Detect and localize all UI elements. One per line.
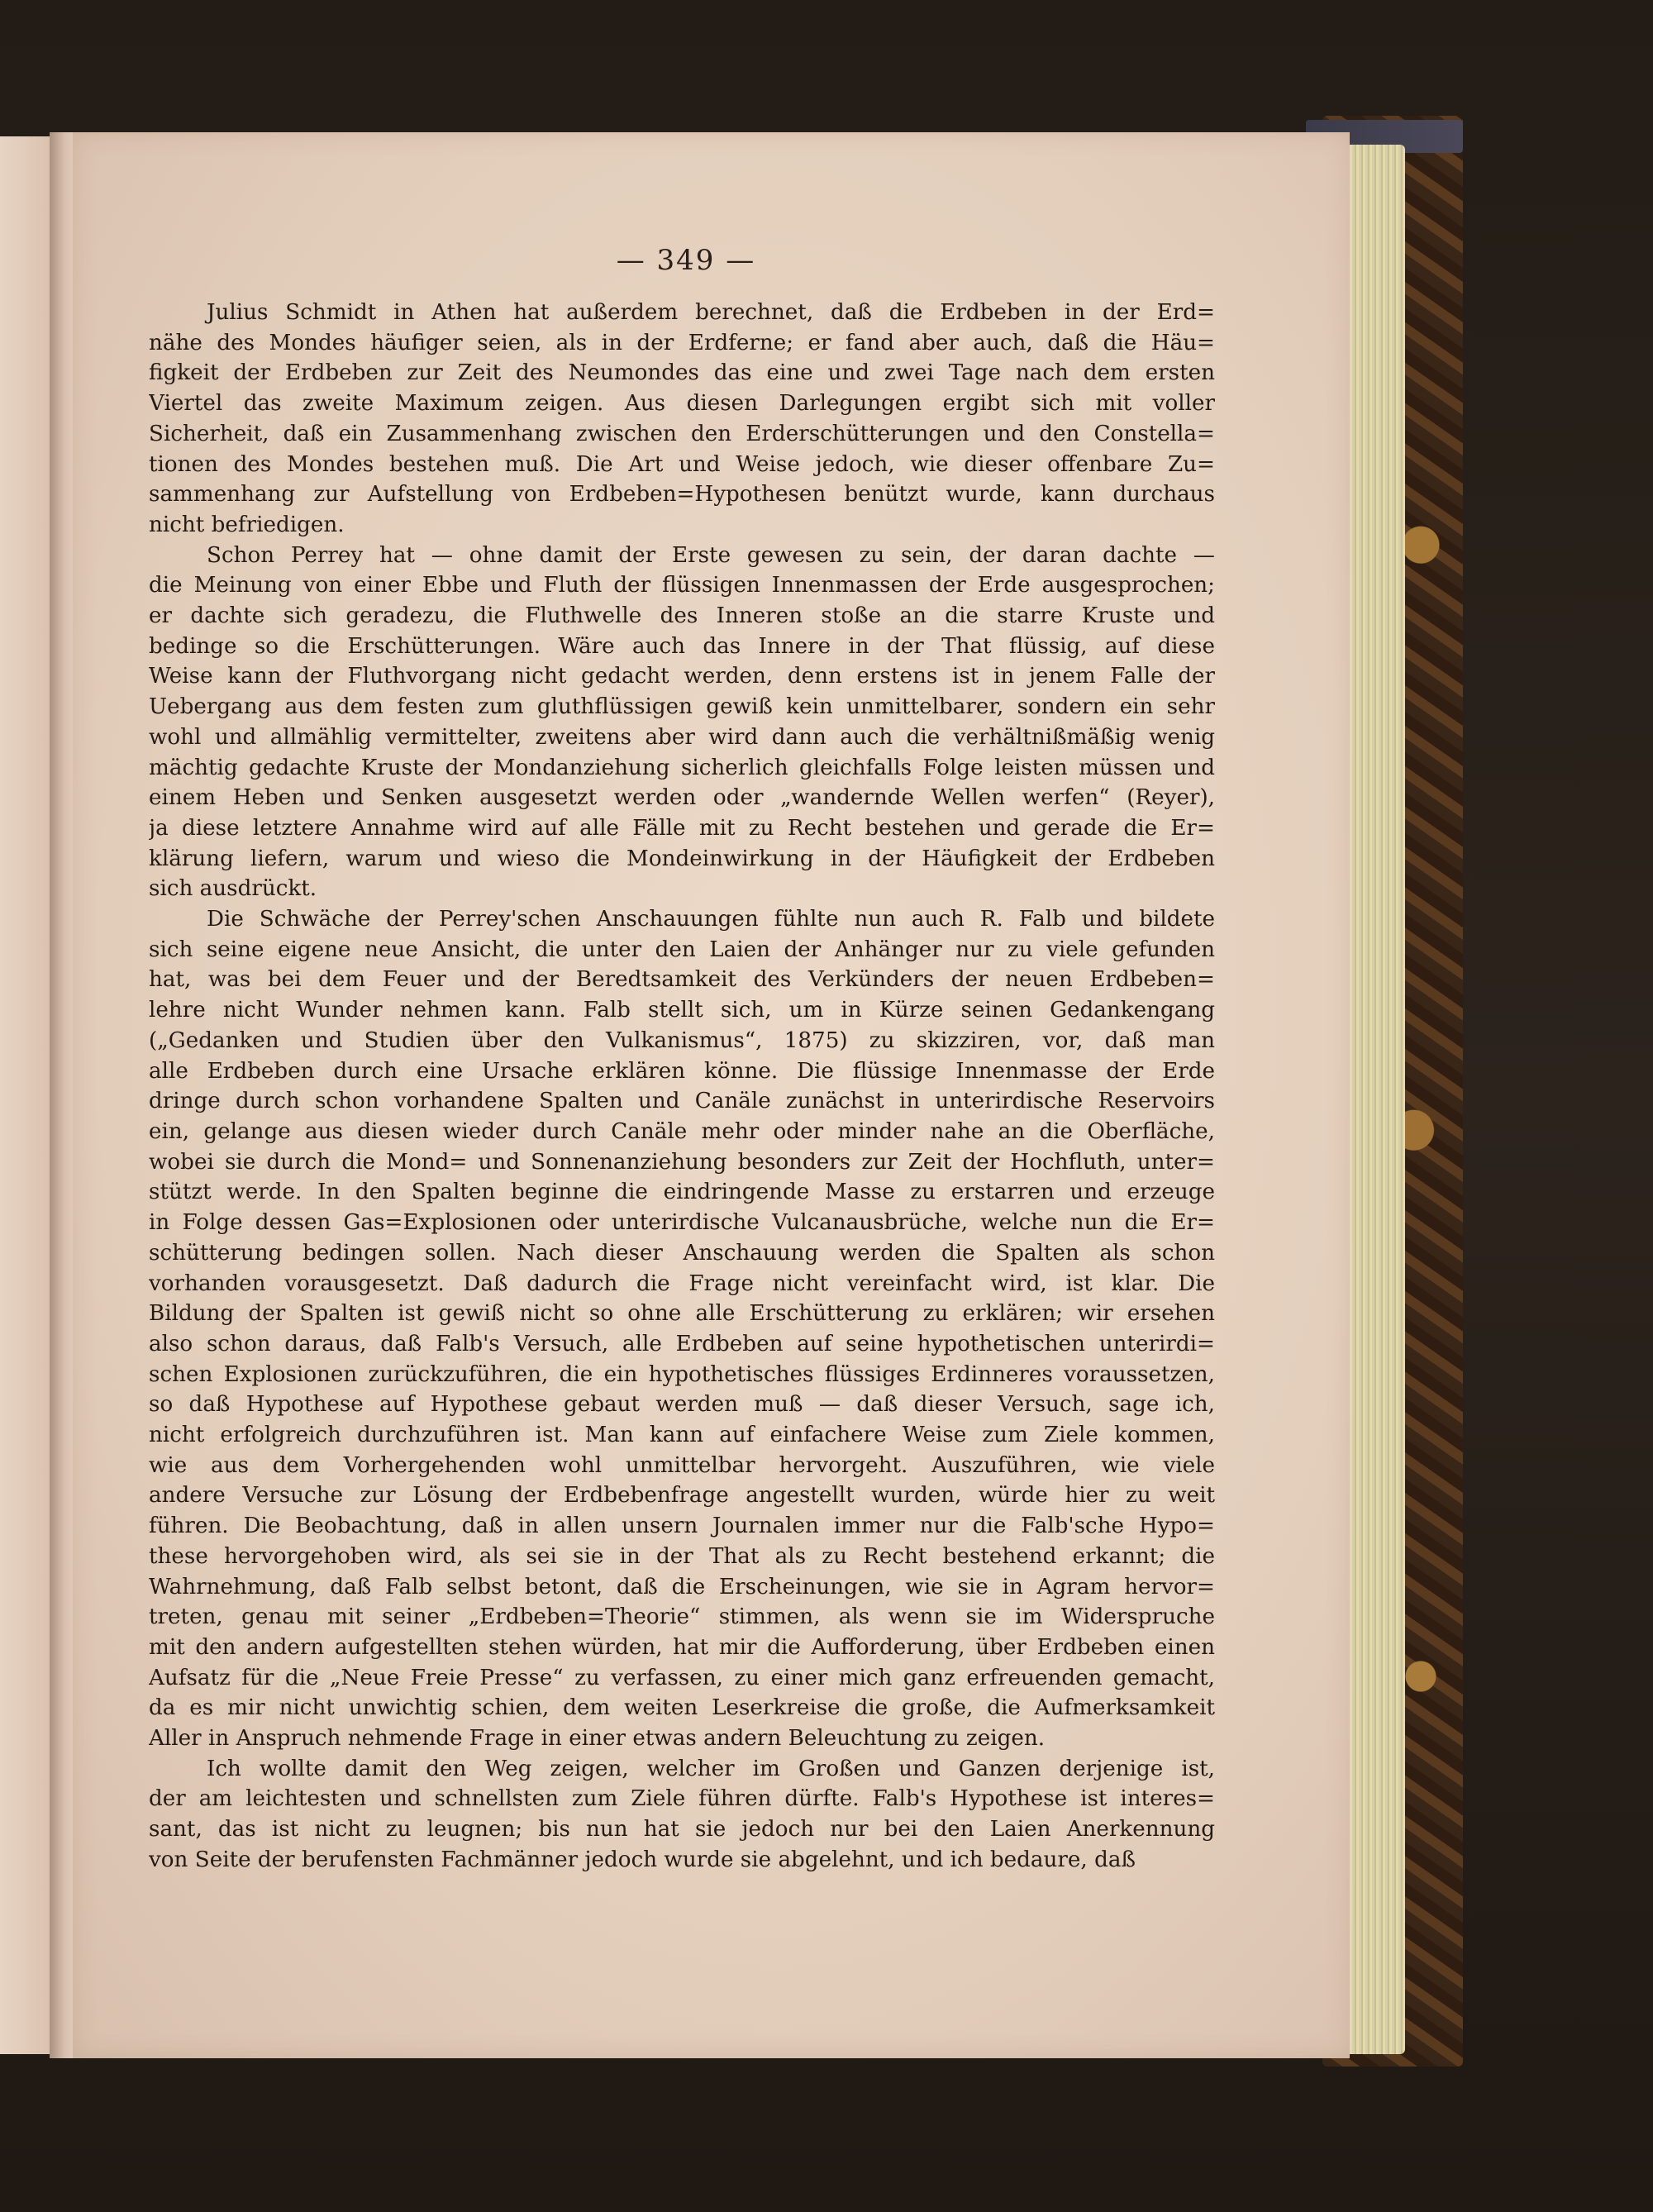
text-line: ein, gelange aus diesen wieder durch Canäle mehr oder minder nahe an die Oberfläche,: [149, 1118, 1215, 1144]
text-line: vorhanden vorausgesetzt. Daß dadurch die Frage nicht vereinfacht wird, ist klar. Die: [149, 1270, 1215, 1296]
text-line: alle Erdbeben durch eine Ursache erklären könne. Die flüssige Innenmasse der Erde: [149, 1058, 1215, 1084]
text-line: Aller in Anspruch nehmende Frage in einer etwas andern Beleuchtung zu zeigen.: [149, 1726, 1046, 1752]
text-line: figkeit der Erdbeben zur Zeit des Neumondes das eine und zwei Tage nach dem ersten: [149, 360, 1215, 386]
text-line: hat, was bei dem Feuer und der Beredtsamkeit des Verkünders der neuen Erdbeben=: [149, 967, 1215, 993]
text-line: nicht erfolgreich durchzuführen ist. Man kann auf einfachere Weise zum Ziele kommen,: [149, 1423, 1215, 1448]
text-line: Ich wollte damit den Weg zeigen, welcher im Großen und Ganzen derjenige ist,: [207, 1756, 1215, 1781]
page-number: — 349 —: [616, 244, 756, 277]
text-line: Aufsatz für die „Neue Freie Presse“ zu verfassen, zu einer mich ganz erfreuenden gemacht,: [149, 1665, 1215, 1690]
text-line: in Folge dessen Gas=Explosionen oder unterirdische Vulcanausbrüche, welche nun die Er=: [149, 1210, 1215, 1236]
text-line: schen Explosionen zurückzuführen, die ein hypothetisches flüssiges Erdinneres voraussetzen,: [149, 1361, 1215, 1387]
text-line: tionen des Mondes bestehen muß. Die Art und Weise jedoch, wie dieser offenbare Zu=: [149, 451, 1215, 477]
paragraph: [149, 541, 1215, 904]
text-line: treten, genau mit seiner „Erdbeben=Theorie“ stimmen, als wenn sie im Widerspruche: [149, 1604, 1215, 1630]
paragraph: [149, 1754, 1215, 1876]
text-line: führen. Die Beobachtung, daß in allen unsern Journalen immer nur die Falb'sche Hypo=: [149, 1514, 1215, 1539]
text-line: wohl und allmählig vermittelter, zweitens aber wird dann auch die verhältnißmäßig wenig: [149, 724, 1215, 750]
text-line: wobei sie durch die Mond= und Sonnenanziehung besonders zur Zeit der Hochfluth, unter=: [149, 1149, 1215, 1175]
text-line: nicht befriedigen.: [149, 512, 345, 537]
paragraph: [149, 298, 1215, 541]
text-line: Sicherheit, daß ein Zusammenhang zwischen den Erderschütterungen und den Constella=: [149, 421, 1215, 446]
text-line: („Gedanken und Studien über den Vulkanismus“, 1875) zu skizziren, vor, daß man: [149, 1027, 1215, 1053]
text-line: von Seite der berufensten Fachmänner jedoch wurde sie abgelehnt, und ich bedaure, daß: [149, 1847, 1136, 1872]
text-line: da es mir nicht unwichtig schien, dem weiten Leserkreise die große, die Aufmerksamkeit: [149, 1695, 1215, 1721]
text-line: die Meinung von einer Ebbe und Fluth der flüssigen Innenmassen der Erde ausgesprochen;: [149, 573, 1215, 598]
text-line: bedinge so die Erschütterungen. Wäre auch das Innere in der That flüssig, auf diese: [149, 633, 1215, 659]
body-text: [149, 298, 1215, 1876]
text-line: der am leichtesten und schnellsten zum Ziele führen dürfte. Falb's Hypothese ist interes=: [149, 1786, 1215, 1812]
text-line: sich seine eigene neue Ansicht, die unter den Laien der Anhänger nur zu viele gefunden: [149, 937, 1215, 962]
text-line: so daß Hypothese auf Hypothese gebaut werden muß — daß dieser Versuch, sage ich,: [149, 1392, 1215, 1418]
text-line: Bildung der Spalten ist gewiß nicht so ohne alle Erschütterung zu erklären; wir ersehen: [149, 1301, 1215, 1327]
text-line: Uebergang aus dem festen zum gluthflüssigen gewiß kein unmittelbarer, sondern ein sehr: [149, 694, 1215, 720]
text-line: Viertel das zweite Maximum zeigen. Aus diesen Darlegungen ergibt sich mit voller: [149, 391, 1215, 417]
page-edges: [1346, 145, 1405, 2054]
text-line: sant, das ist nicht zu leugnen; bis nun hat sie jedoch nur bei den Laien Anerkennung: [149, 1817, 1215, 1843]
text-line: lehre nicht Wunder nehmen kann. Falb stellt sich, um in Kürze seinen Gedankengang: [149, 998, 1215, 1023]
text-line: dringe durch schon vorhandene Spalten und Canäle zunächst in unterirdische Reservoirs: [149, 1089, 1215, 1114]
paragraph: [149, 904, 1215, 1754]
text-line: Julius Schmidt in Athen hat außerdem berechnet, daß die Erdbeben in der Erd=: [207, 300, 1215, 325]
text-line: these hervorgehoben wird, als sei sie in der That als zu Recht bestehend erkannt; die: [149, 1543, 1215, 1569]
text-line: sich ausdrückt.: [149, 876, 317, 902]
text-line: Weise kann der Fluthvorgang nicht gedacht werden, denn erstens ist in jenem Falle der: [149, 664, 1215, 689]
text-line: mit den andern aufgestellten stehen würden, hat mir die Aufforderung, über Erdbeben einen: [149, 1634, 1215, 1660]
text-line: also schon daraus, daß Falb's Versuch, alle Erdbeben auf seine hypothetischen unterirdi=: [149, 1331, 1215, 1356]
text-line: nähe des Mondes häufiger seien, als in der Erdferne; er fand aber auch, daß die Häu=: [149, 330, 1215, 355]
text-line: klärung liefern, warum und wieso die Mondeinwirkung in der Häufigkeit der Erdbeben: [149, 846, 1215, 871]
text-line: sammenhang zur Aufstellung von Erdbeben=Hypothesen benützt wurde, kann durchaus: [149, 482, 1215, 508]
text-line: wie aus dem Vorhergehenden wohl unmittelbar hervorgeht. Auszuführen, wie viele: [149, 1452, 1215, 1478]
text-line: ja diese letztere Annahme wird auf alle Fälle mit zu Recht bestehen und gerade die Er=: [149, 815, 1215, 841]
text-line: schütterung bedingen sollen. Nach dieser Anschauung werden die Spalten als schon: [149, 1240, 1215, 1266]
text-line: Wahrnehmung, daß Falb selbst betont, daß die Erscheinungen, wie sie in Agram hervor=: [149, 1574, 1215, 1599]
text-line: er dachte sich geradezu, die Fluthwelle des Inneren stoße an die starre Kruste und: [149, 603, 1215, 629]
text-line: einem Heben und Senken ausgesetzt werden oder „wandernde Wellen werfen“ (Reyer),: [149, 785, 1215, 811]
text-line: Die Schwäche der Perrey'schen Anschauungen fühlte nun auch R. Falb und bildete: [207, 907, 1215, 932]
text-line: andere Versuche zur Lösung der Erdbebenfrage angestellt wurden, würde hier zu weit: [149, 1483, 1215, 1509]
text-line: stützt werde. In den Spalten beginne die eindringende Masse zu erstarren und erzeuge: [149, 1180, 1215, 1205]
text-line: Schon Perrey hat — ohne damit der Erste gewesen zu sein, der daran dachte —: [207, 542, 1215, 568]
text-line: mächtig gedachte Kruste der Mondanziehung sicherlich gleichfalls Folge leisten müssen und: [149, 755, 1215, 780]
